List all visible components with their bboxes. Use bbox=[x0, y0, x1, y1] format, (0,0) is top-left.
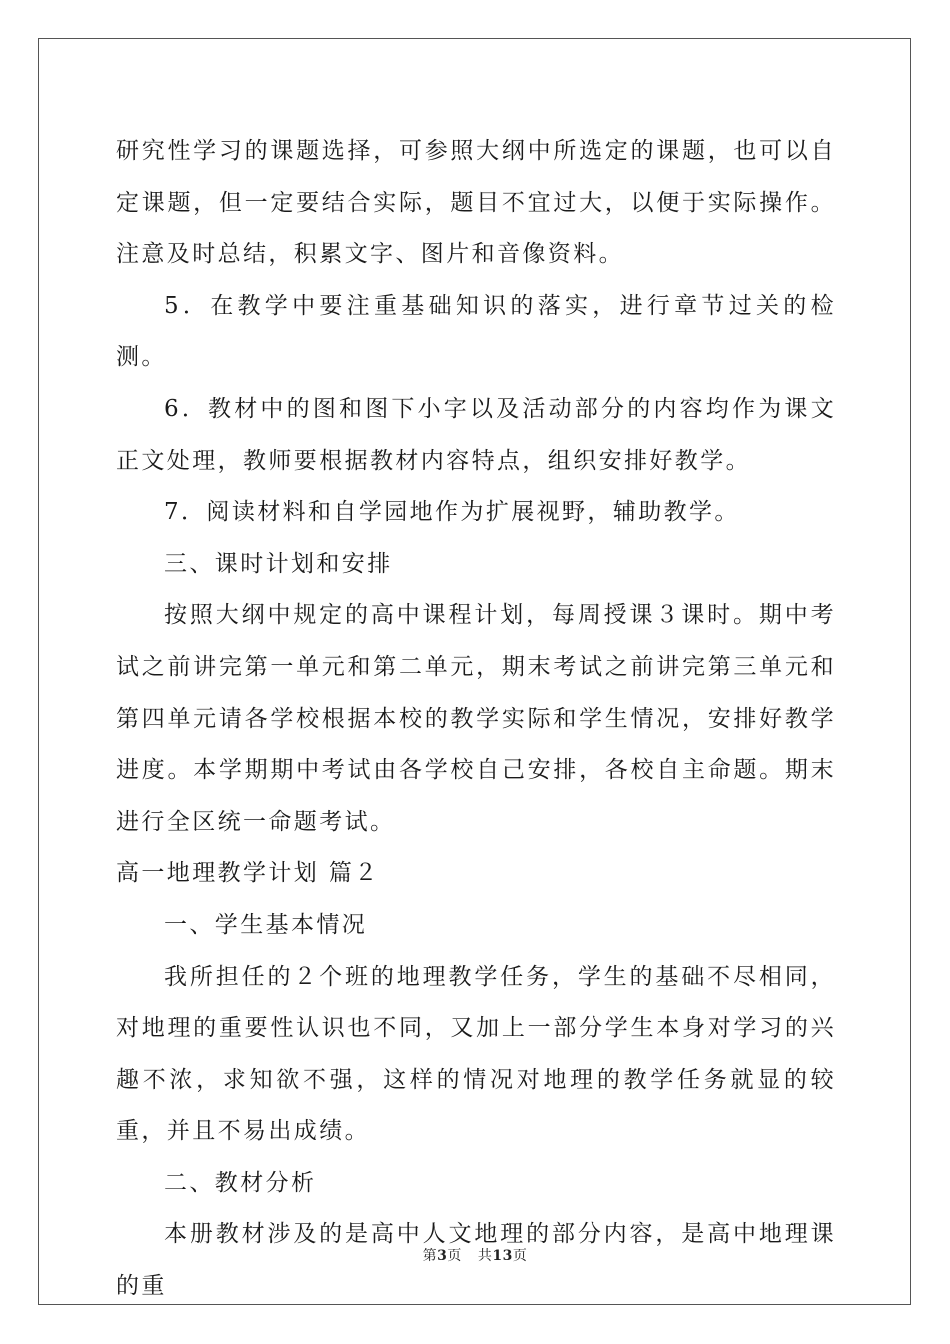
page-suffix: 页 bbox=[447, 1248, 462, 1264]
paragraph: 按照大纲中规定的高中课程计划，每周授课３课时。期中考试之前讲完第一单元和第二单元，期末考试之前讲完第三单元和第四单元请各学校根据本校的教学实际和学生情况，安排好教学进度。本学期期中考试由各学校自己安排，各校自主命题。期末进行全区统一命题考试。 bbox=[116, 602, 836, 835]
paragraph: 6．教材中的图和图下小字以及活动部分的内容均作为课文正文处理，教师要根据教材内容特点，组织安排好教学。 bbox=[116, 395, 836, 474]
paragraph: 研究性学习的课题选择，可参照大纲中所选定的课题，也可以自定课题，但一定要结合实际，题目不宜过大，以便于实际操作。注意及时总结，积累文字、图片和音像资料。 bbox=[116, 138, 836, 268]
page-prefix: 第 bbox=[422, 1248, 438, 1264]
paragraph: 5．在教学中要注重基础知识的落实，进行章节过关的检测。 bbox=[116, 292, 836, 371]
paragraph: 我所担任的２个班的地理教学任务，学生的基础不尽相同，对地理的重要性认识也不同，又加上一部分学生本身对学习的兴趣不浓，求知欲不强，这样的情况对地理的教学任务就显的较重，并且不易出成绩。 bbox=[116, 963, 836, 1145]
page-current: 3 bbox=[437, 1248, 448, 1264]
section-heading: 三、课时计划和安排 bbox=[164, 550, 393, 577]
total-prefix: 共 bbox=[477, 1248, 493, 1264]
page-footer bbox=[0, 1245, 950, 1265]
section-heading: 一、学生基本情况 bbox=[164, 911, 368, 938]
document-body bbox=[116, 126, 836, 1313]
paragraph: 7．阅读材料和自学园地作为扩展视野，辅助教学。 bbox=[164, 499, 740, 526]
article-title: 高一地理教学计划 篇２ bbox=[116, 860, 380, 887]
section-heading: 二、教材分析 bbox=[164, 1169, 317, 1196]
paragraph: 本册教材涉及的是高中人文地理的部分内容，是高中地理课的重 bbox=[116, 1221, 836, 1300]
page-total: 13 bbox=[492, 1248, 513, 1264]
total-suffix: 页 bbox=[512, 1248, 528, 1264]
